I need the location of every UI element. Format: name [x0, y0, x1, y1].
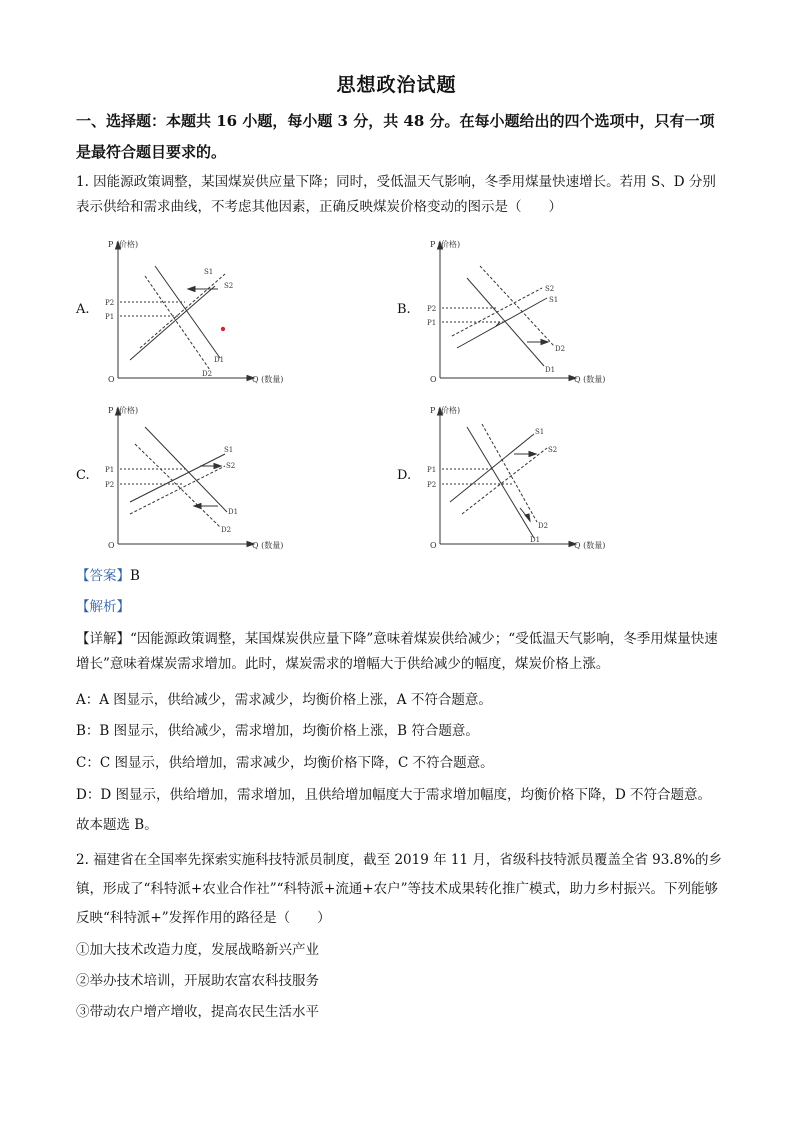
question-1-stem: 1. 因能源政策调整，某国煤炭供应量下降；同时，受低温天气影响，冬季用煤量快速增长。若用 S、D 分别表示供给和需求曲线，不考虑其他因素，正确反映煤炭价格变动的图示是（ ）	[76, 174, 716, 215]
option-c-graph	[100, 402, 300, 552]
origin-label: O	[108, 541, 115, 550]
curve-label: S2	[548, 446, 558, 454]
curve-label: S2	[545, 285, 555, 293]
origin-label: O	[108, 375, 115, 384]
q2-item: ①加大技术改造力度，发展战略新兴产业	[76, 942, 319, 958]
y-axis-label: P (价格)	[430, 240, 461, 249]
question-2-stem: 2. 福建省在全国率先探索实施科技特派员制度，截至 2019 年 11 月，省级科技特派员覆盖全省 93.8%的乡镇，形成了“科特派+农业合作社”“科特派+流通+农户”等技术成果转化推广模式，助力乡村振兴。下列能够反映“科特派+”发挥作用的路径是（ ）	[76, 852, 723, 926]
p-label: P2	[427, 481, 437, 489]
q2-item: ②举办技术培训，开展助农富农科技服务	[76, 973, 319, 989]
curve-label: D2	[202, 370, 213, 378]
detail-paragraph	[76, 627, 726, 677]
explanation-d: D：D 图显示，供给增加，需求增加，且供给增加幅度大于需求增加幅度，均衡价格下降，D 不符合题意。	[76, 787, 712, 803]
q2-item: ③带动农户增产增收，提高农民生活水平	[76, 1004, 319, 1020]
detail-tag: 【详解】	[76, 631, 130, 647]
x-axis-label: Q (数量)	[252, 375, 284, 384]
curve-label: S1	[224, 446, 234, 454]
curve-label: D1	[530, 536, 541, 544]
curve-label: D1	[545, 366, 556, 374]
supply-s2-line	[140, 274, 225, 348]
curve-label: D2	[221, 526, 232, 534]
explanation-c: C：C 图显示，供给增加，需求减少，均衡价格下降，C 不符合题意。	[76, 755, 494, 771]
page-title: 思想政治试题	[336, 74, 457, 96]
curve-label: S1	[535, 428, 545, 436]
analysis-tag: 【解析】	[76, 599, 130, 615]
option-a-label[interactable]: A.	[76, 302, 90, 317]
p-label: P2	[105, 481, 115, 489]
supply-s1-line	[457, 298, 547, 348]
option-b-graph	[422, 236, 622, 386]
option-d-label[interactable]: D.	[397, 468, 412, 483]
x-axis-label: Q (数量)	[574, 541, 606, 550]
p-label: P1	[427, 319, 437, 327]
x-axis-label: Q (数量)	[252, 541, 284, 550]
origin-label: O	[430, 541, 437, 550]
explanation-a: A：A 图显示，供给减少，需求减少，均衡价格上涨，A 不符合题意。	[76, 692, 492, 708]
red-marker-dot	[221, 327, 225, 331]
p-label: P1	[105, 466, 115, 474]
curve-label: S2	[226, 462, 236, 470]
y-axis-label: P (价格)	[108, 406, 139, 415]
curve-label: S1	[549, 296, 559, 304]
curve-label: D1	[214, 356, 225, 364]
x-axis-label: Q (数量)	[574, 375, 606, 384]
demand-d2-line	[135, 444, 220, 527]
detail-text: “因能源政策调整，某国煤炭供应量下降”意味着煤炭供给减少；“受低温天气影响，冬季用煤量快速增长”意味着煤炭需求增加。此时，煤炭需求的增幅大于供给减少的幅度，煤炭价格上涨。	[76, 631, 718, 672]
p-label: P1	[427, 466, 437, 474]
y-axis-label: P (价格)	[430, 406, 461, 415]
answer-value: B	[130, 568, 140, 584]
answer-tag: 【答案】	[76, 568, 130, 584]
section-heading: 一、选择题：本题共 16 小题，每小题 3 分，共 48 分。在每小题给出的四个选项中，只有一项是最符合题目要求的。	[76, 112, 715, 161]
option-b-label[interactable]: B.	[397, 302, 411, 317]
demand-d1-line	[155, 266, 220, 358]
curve-label: D2	[555, 345, 566, 353]
demand-d1-line	[467, 427, 534, 538]
option-c-label[interactable]: C.	[76, 468, 90, 483]
demand-d2-line	[145, 276, 210, 370]
y-axis-label: P (价格)	[108, 240, 139, 249]
conclusion-line: 故本题选 B。	[76, 817, 158, 833]
supply-s2-line	[130, 466, 225, 514]
option-d-graph	[422, 402, 622, 552]
curve-label: D1	[228, 508, 239, 516]
option-a-graph	[100, 236, 300, 386]
explanation-b: B：B 图显示，供给减少，需求增加，均衡价格上涨，B 符合题意。	[76, 723, 479, 739]
supply-s1-line	[130, 286, 215, 360]
curve-label: S1	[204, 268, 214, 276]
answer-line	[76, 566, 140, 586]
curve-label: S2	[224, 282, 234, 290]
curve-label: D2	[538, 522, 549, 530]
p-label: P2	[427, 305, 437, 313]
p-label: P1	[105, 313, 115, 321]
p-label: P2	[105, 299, 115, 307]
origin-label: O	[430, 375, 437, 384]
